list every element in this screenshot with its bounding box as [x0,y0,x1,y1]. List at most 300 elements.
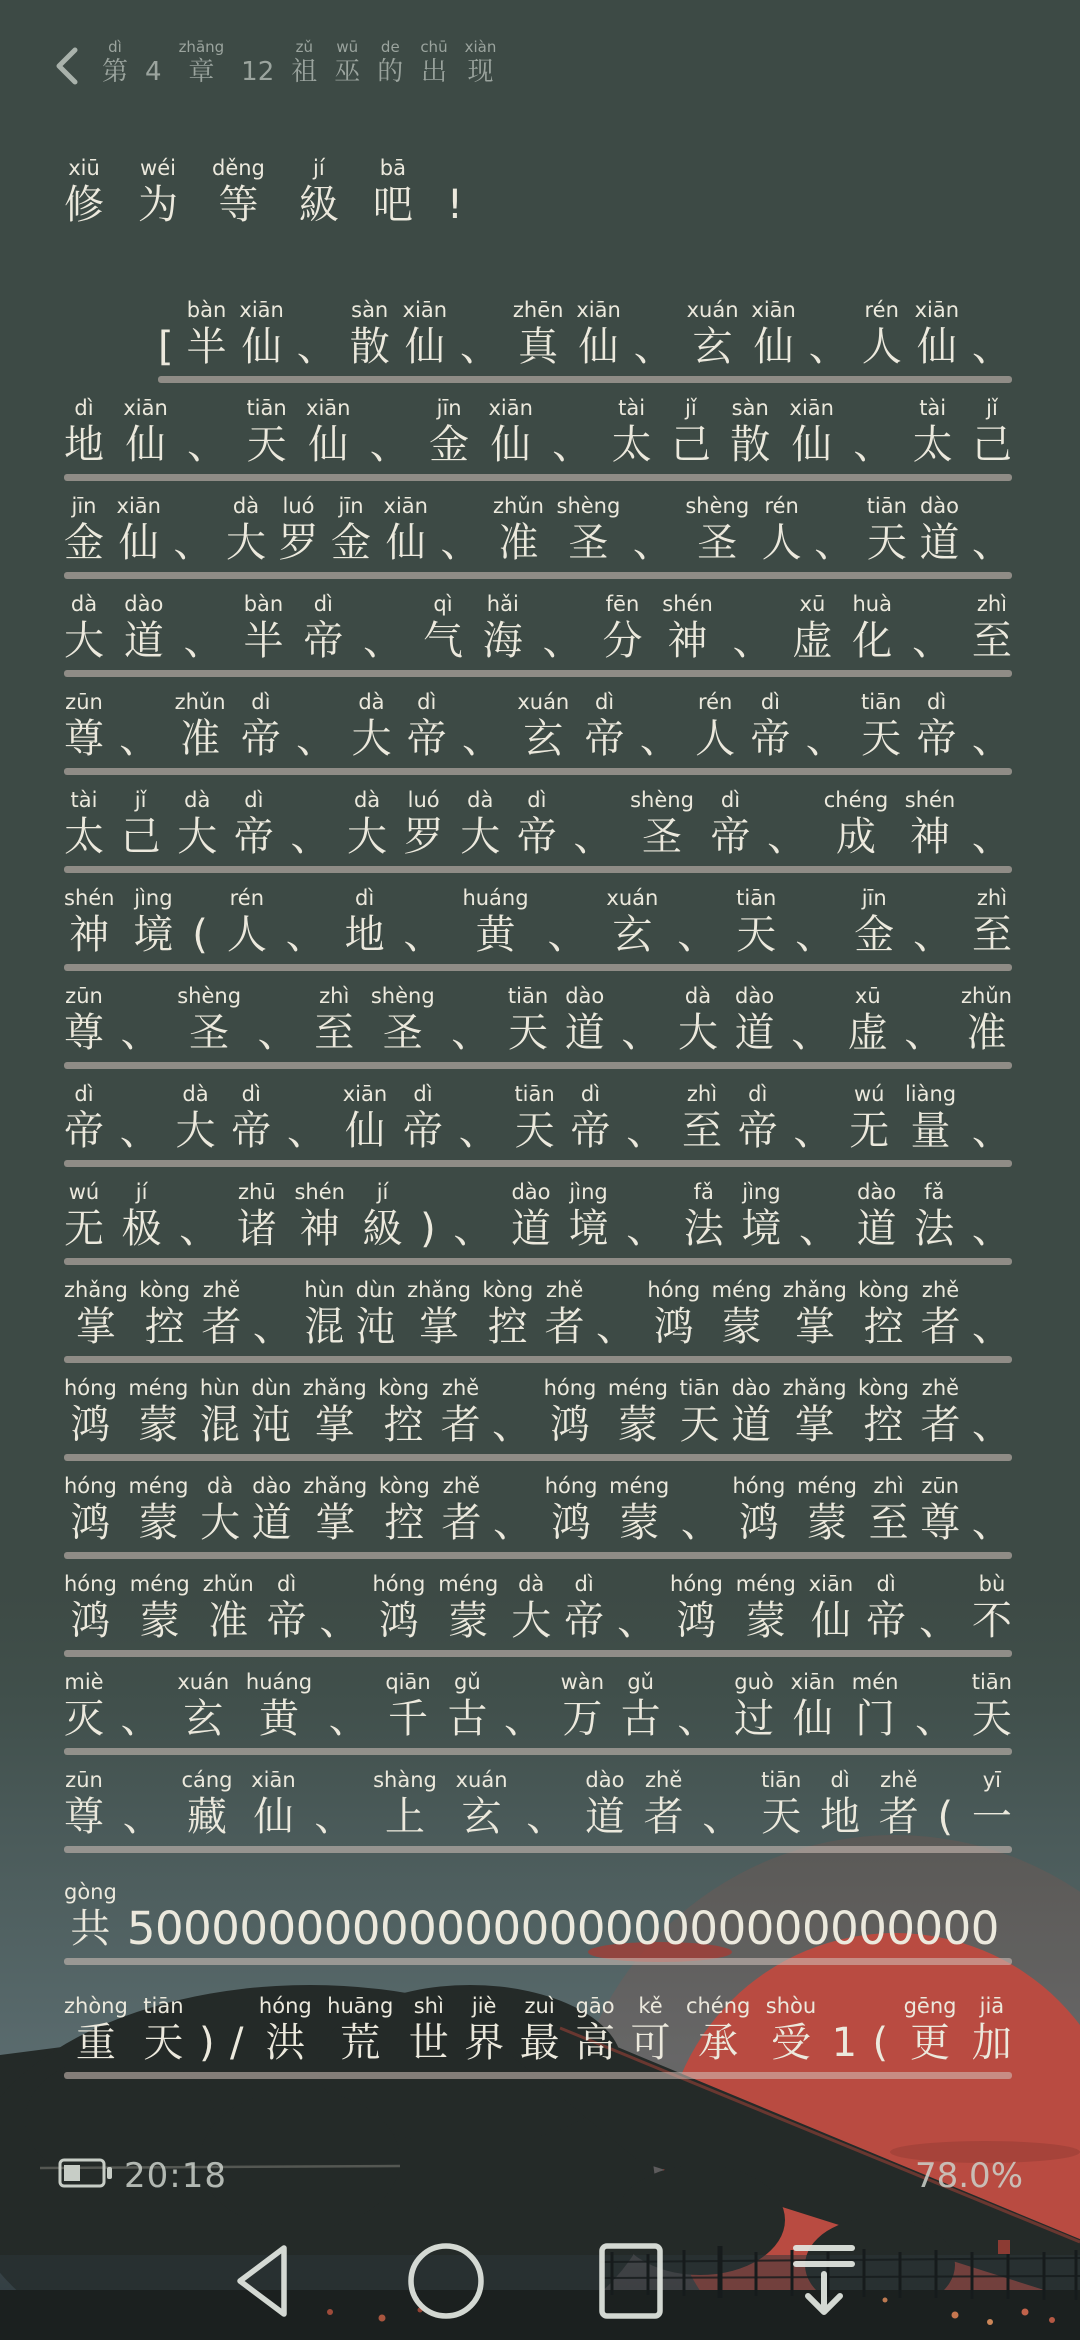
ruby-token [465,40,497,90]
hanzi: 帝 [570,1108,611,1154]
pinyin: xiān [239,298,284,322]
hanzi: 人 [861,324,902,370]
ruby-token [64,1182,104,1253]
ruby-token [377,40,403,90]
hanzi: 1 [831,2020,858,2066]
hanzi: 加 [971,2020,1012,2066]
ruby-token [192,888,208,959]
hanzi: 、 [677,1696,718,1742]
ruby-token [857,1182,897,1253]
ruby-token [314,1770,354,1841]
battery-percent: 78.0% [914,2156,1023,2196]
hanzi: 化 [852,618,893,664]
hanzi: 、 [573,814,614,860]
pinyin: dì [417,690,437,714]
hanzi: 、 [814,520,855,566]
hanzi: 帝 [231,1108,272,1154]
pinyin: kòng [139,1278,191,1302]
text-line-number [64,1882,1012,1953]
pinyin: kòng [858,1376,909,1400]
text-line-11 [64,1280,1012,1351]
hanzi: 仙 [791,422,832,468]
ruby-token [552,398,592,469]
ruby-token [407,692,447,763]
hanzi: 万 [562,1696,603,1742]
ruby-token [972,1084,1012,1155]
hanzi: 境 [133,912,174,958]
pinyin: dì [720,788,741,812]
ruby-token [873,1996,889,2067]
pinyin: kòng [378,1376,430,1400]
pinyin: huāng [327,1994,394,2018]
hanzi: 金 [854,912,895,958]
pinyin: méng [129,1572,190,1596]
pinyin: guò [734,1670,774,1694]
ruby-token [514,1084,554,1155]
ruby-token [585,692,625,763]
hanzi: 圣 [189,1010,230,1056]
ruby-token [919,496,959,567]
ruby-token [544,1378,597,1449]
hanzi: 大 [351,716,392,762]
pinyin: rén [697,690,733,714]
hanzi: 仙 [404,324,445,370]
pinyin: hóng [544,1474,598,1498]
nav-recents-button[interactable] [596,2240,666,2322]
pinyin: shèng [370,984,435,1008]
ruby-token [814,496,854,567]
hanzi: 祖 [291,57,318,87]
ruby-token [972,1574,1012,1645]
ruby-token [124,594,164,665]
pinyin: dì [413,1082,433,1106]
ruby-token [64,1770,104,1841]
ruby-token [447,1672,487,1743]
hanzi: 、 [453,1206,494,1252]
hanzi: 帝 [710,814,751,860]
hanzi: 、 [462,716,503,762]
hanzi: 帝 [303,618,344,664]
hanzi: 仙 [118,520,159,566]
ruby-token [783,1378,847,1449]
hanzi: 大 [347,814,388,860]
hanzi: 至 [971,618,1012,664]
pinyin: zhì [873,1474,904,1498]
ruby-token [138,158,178,229]
hanzi: 、 [904,1010,945,1056]
pinyin: dì [527,788,547,812]
pinyin: zhǔn [202,1572,254,1596]
pinyin: zhǔn [174,690,226,714]
hanzi: 、 [504,1696,544,1742]
ruby-token [202,1280,242,1351]
pinyin: dì [74,1082,94,1106]
ruby-token [363,594,403,665]
pinyin: xū [799,592,826,616]
hanzi: ! [446,182,463,228]
pinyin: tài [618,396,646,420]
hanzi: 分 [602,618,643,664]
ruby-token [972,1476,1012,1547]
hanzi: 、 [120,1696,161,1742]
ruby-token [511,1182,551,1253]
ruby-token [447,158,463,229]
hanzi: 道 [584,1794,625,1840]
ruby-token [938,1770,954,1841]
hanzi: 掌 [794,1402,835,1448]
ruby-token [130,1574,190,1645]
ruby-token [173,496,213,567]
text-line-2 [64,398,1012,469]
text-line-6 [64,790,1012,861]
hanzi: 玄 [183,1696,224,1742]
nav-home-button[interactable] [406,2240,486,2322]
ruby-token [334,40,360,90]
hanzi: 准 [180,716,221,762]
pinyin: xiān [751,298,796,322]
ruby-token [686,1996,750,2067]
hanzi: 过 [733,1696,774,1742]
pinyin: xuán [455,1768,508,1792]
ruby-token [913,888,953,959]
pinyin: huáng [462,886,529,910]
pinyin: zǔ [295,38,313,56]
ruby-token [545,1476,598,1547]
pinyin: rén [229,886,265,910]
status-time: 20:18 [124,2156,227,2196]
pinyin: zūn [921,1474,960,1498]
ruby-token [751,300,795,371]
ruby-token [573,790,613,861]
hanzi: 道 [731,1402,772,1448]
hanzi: 门 [855,1696,896,1742]
ruby-token [246,398,286,469]
text-line-12 [64,1378,1012,1449]
hanzi: 、 [680,1500,721,1546]
pinyin: zhǎng [303,1474,368,1498]
pinyin: dì [594,690,615,714]
ruby-token [917,692,957,763]
ruby-token [905,790,955,861]
pinyin: dào [252,1474,292,1498]
pinyin: wū [336,38,359,56]
hanzi: 仙 [916,324,957,370]
hanzi: 荒 [340,2020,381,2066]
hanzi: 蒙 [138,1500,179,1546]
hanzi: 、 [805,716,846,762]
ruby-token [145,40,162,90]
ruby-token [809,300,849,371]
hanzi: 承 [698,2020,739,2066]
hanzi: 、 [369,422,410,468]
ruby-token [736,888,776,959]
ruby-token [143,1996,183,2067]
hanzi: 天 [514,1108,555,1154]
ruby-token [64,594,104,665]
ruby-token [919,1574,959,1645]
ruby-token [617,1574,657,1645]
ruby-token [251,1770,295,1841]
hanzi: 天 [736,912,777,958]
hanzi: 級 [362,1206,403,1252]
pinyin: qì [433,592,453,616]
pinyin: dì [355,886,375,910]
pinyin: tiān [866,494,907,518]
nav-hide-navbar-button[interactable] [790,2240,858,2322]
pinyin: chéng [823,788,889,812]
ruby-token [547,888,587,959]
ruby-token [133,888,173,959]
pinyin: dùn [251,1376,292,1400]
ruby-token [441,496,481,567]
ruby-token [799,1182,839,1253]
pinyin: jiā [979,1994,1005,2018]
hanzi: 大 [175,1108,216,1154]
hanzi: ) [420,1206,436,1252]
pinyin: sàn [731,396,769,420]
hanzi: 洪 [265,2020,306,2066]
hanzi: 为 [138,182,178,228]
ruby-token [429,398,469,469]
hanzi: 修 [64,182,104,228]
hanzi: 吧 [372,182,413,228]
hanzi: 帝 [737,1108,778,1154]
ruby-token [741,1182,781,1253]
ruby-token [64,1476,117,1547]
pinyin: xiàn [464,38,497,56]
ruby-token [762,496,802,567]
pinyin: xiān [914,298,960,322]
ruby-token [915,1672,955,1743]
ruby-token [920,1476,960,1547]
ruby-token [612,398,652,469]
hanzi: 天 [866,520,907,566]
ruby-token [972,1182,1012,1253]
ruby-token [117,496,161,567]
ruby-token [735,986,775,1057]
ruby-token [824,790,888,861]
text-line-tail [64,1996,1012,2067]
pinyin: xiān [789,396,834,420]
hanzi: 、 [459,324,500,370]
hanzi: 更 [910,2020,951,2066]
hanzi: [ [158,324,174,370]
ruby-token [373,158,413,229]
pinyin: tiān [514,1082,555,1106]
ruby-token [631,1996,671,2067]
hanzi: 仙 [753,324,794,370]
ruby-token [331,496,371,567]
ruby-token [731,1378,771,1449]
ruby-token [441,1476,481,1547]
hanzi: 大 [200,1500,241,1546]
pinyin: méng [128,1376,189,1400]
ruby-token [904,1996,957,2067]
ruby-token [304,1280,344,1351]
ruby-token [123,398,167,469]
hanzi: 鸿 [676,1598,717,1644]
hanzi: 、 [626,1206,667,1252]
ruby-token [972,300,1012,371]
ruby-token [972,790,1012,861]
ruby-token [175,692,226,763]
ruby-token [253,1280,293,1351]
pinyin: wàn [560,1670,605,1694]
ruby-token [64,398,104,469]
ruby-token [862,300,902,371]
hanzi: 、 [626,1108,667,1154]
pinyin: dì [313,592,333,616]
ruby-token [251,1378,291,1449]
pinyin: méng [607,1376,668,1400]
pinyin: hóng [543,1376,597,1400]
text-line-15 [64,1672,1012,1743]
hanzi: 道 [856,1206,897,1252]
hanzi: 大 [226,520,266,566]
hanzi: 掌 [419,1304,460,1350]
ruby-token [420,1182,436,1253]
pinyin: dì [108,38,122,56]
hanzi: 境 [568,1206,609,1252]
pinyin: zhǎng [783,1278,847,1302]
pinyin: jìng [742,1180,781,1204]
ruby-token [602,594,642,665]
ruby-token [695,692,735,763]
ruby-token [730,398,770,469]
pinyin: dùn [355,1278,396,1302]
ruby-token [681,1476,721,1547]
pinyin: dì [876,1572,896,1596]
hanzi: 成 [835,814,876,860]
hanzi: 无 [849,1108,890,1154]
pinyin: gāo [575,1994,615,2018]
pinyin: tiān [736,886,777,910]
hanzi: 鸿 [551,1500,592,1546]
hanzi: 控 [487,1304,528,1350]
ruby-token [303,594,343,665]
ruby-token [608,1378,668,1449]
hanzi: 帝 [64,1108,104,1154]
ruby-token [404,888,444,959]
hanzi: 、 [596,1304,637,1350]
ruby-token [451,986,491,1057]
hanzi: 仙 [385,520,426,566]
pinyin: tiān [246,396,287,420]
pinyin: dà [232,494,260,518]
hanzi: 蒙 [721,1304,762,1350]
hanzi: 大 [64,618,104,664]
ruby-token [234,790,274,861]
pinyin: dào [919,494,959,518]
ruby-token [252,1476,292,1547]
hanzi: 地 [64,422,104,468]
ruby-token [644,1770,684,1841]
hanzi: 黄 [475,912,516,958]
pinyin: méng [735,1572,796,1596]
hanzi: 、 [971,324,1012,370]
pinyin: zhǎng [64,1278,128,1302]
ruby-token [243,594,283,665]
hanzi: 、 [257,1010,298,1056]
pinyin: dào [731,1376,771,1400]
pinyin: zūn [65,984,103,1008]
ruby-token [291,40,317,90]
hanzi: ( [192,912,208,958]
text-line-14 [64,1574,1012,1645]
hanzi: 准 [966,1010,1007,1056]
ruby-token [570,1084,610,1155]
hanzi: 、 [542,618,583,664]
ruby-token [371,986,435,1057]
hanzi: 尊 [64,716,104,762]
pinyin: shì [413,1994,444,2018]
pinyin: děng [212,156,265,180]
hanzi: 仙 [344,1108,385,1154]
hanzi: 掌 [314,1402,355,1448]
hanzi: 、 [795,912,836,958]
ruby-token [972,1672,1012,1743]
ruby-token [184,594,224,665]
hanzi: 太 [611,422,652,468]
hanzi: 4 [145,57,162,87]
hanzi: 仙 [792,1696,833,1742]
hanzi: 道 [123,618,164,664]
pinyin: xiān [576,298,621,322]
back-icon[interactable] [54,46,80,86]
ruby-token [809,1574,853,1645]
hanzi: 控 [384,1500,425,1546]
ruby-token [513,300,564,371]
ruby-token [738,1084,778,1155]
pinyin: jìng [134,886,173,910]
ruby-token [370,398,410,469]
hanzi: 、 [971,814,1012,860]
ruby-token [733,594,773,665]
ruby-token [972,692,1012,763]
hanzi: 大 [177,814,218,860]
pinyin: rén [864,298,899,322]
ruby-token [520,1996,560,2067]
hanzi: 圣 [382,1010,423,1056]
hanzi: 蒙 [745,1598,786,1644]
ruby-token [363,1182,403,1253]
hanzi: 者 [440,1402,481,1448]
ruby-token [972,1996,1012,2067]
hanzi: 帝 [564,1598,605,1644]
hanzi: 帝 [866,1598,907,1644]
hanzi: 帝 [266,1598,307,1644]
pinyin: jiè [471,1994,497,2018]
pinyin: zhǎng [302,1376,367,1400]
pinyin: jǐ [685,396,697,420]
pinyin: dà [518,1572,545,1596]
hanzi: 、 [853,422,894,468]
hanzi: 人 [226,912,267,958]
ruby-token [767,790,807,861]
ruby-token [64,888,114,959]
hanzi: 道 [510,1206,551,1252]
hanzi: 天 [971,1696,1012,1742]
hanzi: 蒙 [138,1402,179,1448]
hanzi: 巫 [334,57,361,87]
hanzi: 大 [511,1598,552,1644]
hanzi: 准 [498,520,539,566]
nav-back-button[interactable] [226,2240,296,2322]
hanzi: 、 [971,1304,1012,1350]
hanzi: 帝 [406,716,447,762]
ruby-token [203,1574,254,1645]
text-line-intro [64,158,463,229]
